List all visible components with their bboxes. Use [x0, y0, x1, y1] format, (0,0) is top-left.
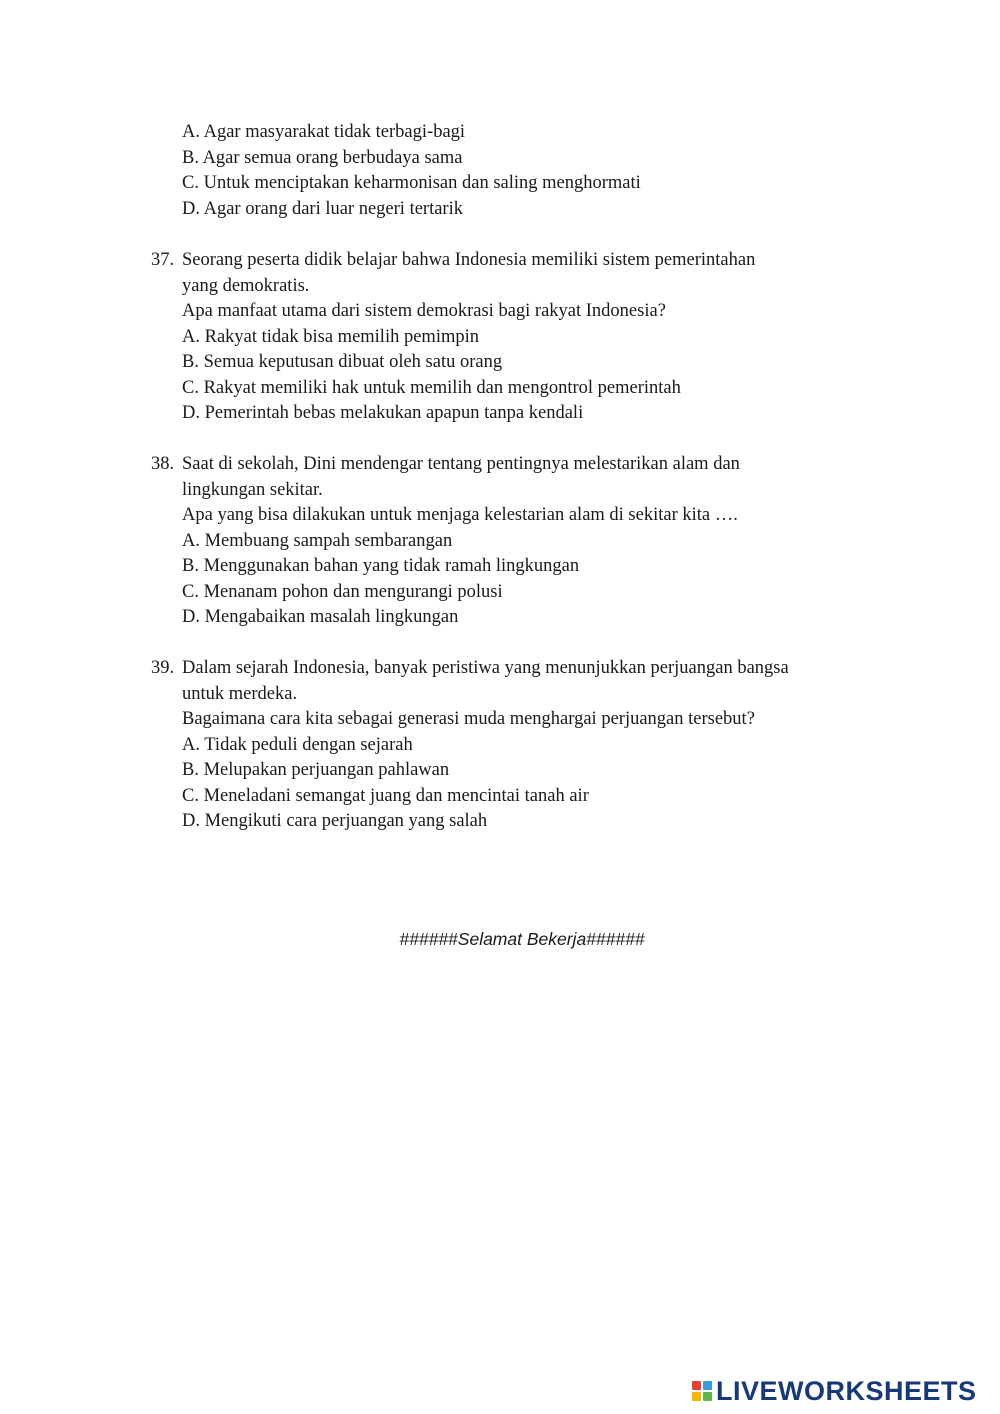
- liveworksheets-logo: [692, 1374, 977, 1408]
- question-text-line: Seorang peserta didik belajar bahwa Indonesia memiliki sistem pemerintahan: [182, 250, 756, 270]
- logo-tiles-icon: [692, 1381, 712, 1401]
- option-c[interactable]: C. Menanam pohon dan mengurangi polusi: [182, 581, 503, 602]
- option-b[interactable]: B. Melupakan perjuangan pahlawan: [182, 760, 450, 780]
- option-a[interactable]: A. Tidak peduli dengan sejarah: [182, 734, 413, 755]
- option-b[interactable]: B. Semua keputusan dibuat oleh satu orang: [182, 352, 503, 372]
- question-text-line: yang demokratis.: [182, 275, 310, 296]
- logo-tile: [692, 1381, 701, 1390]
- question-text-line: Saat di sekolah, Dini mendengar tentang pentingnya melestarikan alam dan: [182, 454, 740, 474]
- question-number: 37.: [151, 250, 175, 270]
- option-b[interactable]: B. Menggunakan bahan yang tidak ramah lingkungan: [182, 556, 580, 576]
- question-prompt: Apa yang bisa dilakukan untuk menjaga kelestarian alam di sekitar kita ….: [182, 505, 738, 525]
- question-prompt: Apa manfaat utama dari sistem demokrasi bagi rakyat Indonesia?: [182, 301, 666, 321]
- option-c[interactable]: C. Rakyat memiliki hak untuk memilih dan mengontrol pemerintah: [182, 377, 681, 398]
- prev-question-options: [182, 120, 641, 222]
- question-prompt: Bagaimana cara kita sebagai generasi muda menghargai perjuangan tersebut?: [182, 709, 755, 729]
- option-a[interactable]: A. Rakyat tidak bisa memilih pemimpin: [182, 326, 479, 347]
- question-number: 39.: [151, 658, 175, 678]
- question-38: [151, 452, 911, 631]
- closing-message: ######Selamat Bekerja######: [399, 929, 645, 949]
- option-d[interactable]: D. Agar orang dari luar negeri tertarik: [182, 198, 463, 219]
- option-d[interactable]: D. Pemerintah bebas melakukan apapun tanpa kendali: [182, 403, 584, 423]
- question-39: [151, 656, 911, 835]
- option-c[interactable]: C. Untuk menciptakan keharmonisan dan saling menghormati: [182, 173, 641, 193]
- question-number: 38.: [151, 454, 175, 474]
- option-a[interactable]: A. Membuang sampah sembarangan: [182, 530, 453, 551]
- question-text-line: untuk merdeka.: [182, 683, 298, 704]
- brand-name: LIVEWORKSHEETS: [716, 1376, 977, 1406]
- option-d[interactable]: D. Mengabaikan masalah lingkungan: [182, 607, 459, 627]
- option-c[interactable]: C. Meneladani semangat juang dan mencintai tanah air: [182, 785, 589, 806]
- option-a[interactable]: A. Agar masyarakat tidak terbagi-bagi: [182, 122, 466, 142]
- question-text-line: Dalam sejarah Indonesia, banyak peristiwa yang menunjukkan perjuangan bangsa: [182, 658, 789, 678]
- option-d[interactable]: D. Mengikuti cara perjuangan yang salah: [182, 811, 488, 831]
- option-b[interactable]: B. Agar semua orang berbudaya sama: [182, 147, 463, 168]
- question-37: [151, 248, 911, 427]
- logo-tile: [703, 1392, 712, 1401]
- logo-tile: [692, 1392, 701, 1401]
- question-text-line: lingkungan sekitar.: [182, 479, 323, 500]
- logo-tile: [703, 1381, 712, 1390]
